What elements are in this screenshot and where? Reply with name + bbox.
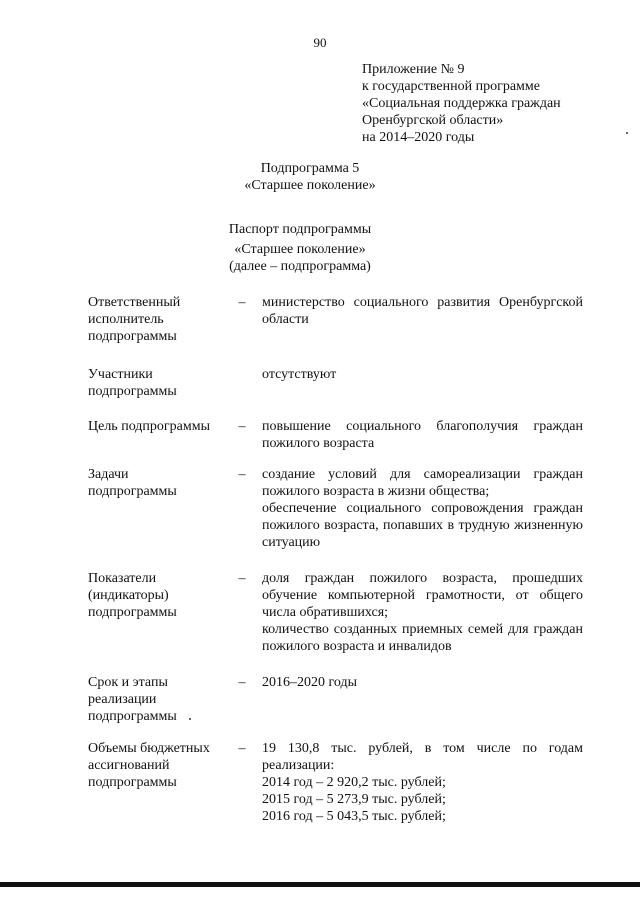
- passport-title: Паспорт подпрограммы: [228, 222, 372, 237]
- row-label-line: Ответственный: [88, 295, 181, 310]
- scan-speck: [626, 132, 628, 134]
- row-label-line: исполнитель: [88, 312, 164, 327]
- appendix-line: «Социальная поддержка граждан: [362, 96, 561, 111]
- appendix-line: Приложение № 9: [362, 62, 465, 77]
- row-dash: –: [238, 295, 246, 310]
- row-label-line: ассигнований: [88, 758, 170, 773]
- row-value: [262, 674, 583, 691]
- page-number: 90: [313, 35, 327, 50]
- row-value-text: количество созданных приемных семей для граждан пожилого возраста и инвалидов: [262, 622, 583, 654]
- row-label-line: реализации: [88, 692, 157, 707]
- row-label: [88, 366, 228, 400]
- row-value: [262, 570, 583, 655]
- row-label: [88, 740, 228, 791]
- row-dash: –: [238, 419, 246, 434]
- passport-note: (далее – подпрограмма): [229, 259, 371, 274]
- scan-speck: [189, 718, 191, 720]
- row-value-text: обеспечение социального сопровождения граждан пожилого возраста, попавших в трудную жизненную ситуацию: [262, 501, 583, 550]
- row-label-line: подпрограммы: [88, 384, 177, 399]
- row-label-line: подпрограммы: [88, 709, 177, 724]
- subprogram-heading: [0, 160, 640, 194]
- row-label-line: Цель подпрограммы: [88, 419, 210, 434]
- row-label-line: Участники: [88, 367, 153, 382]
- subprogram-name: «Старшее поколение»: [244, 178, 376, 193]
- row-label-line: подпрограммы: [88, 484, 177, 499]
- row-value: [262, 366, 583, 383]
- bottom-scan-border: [0, 882, 640, 887]
- row-value: [262, 740, 583, 825]
- row-value-text: министерство социального развития Оренбургской области: [262, 295, 583, 327]
- row-value: [262, 466, 583, 551]
- row-label-line: Показатели: [88, 571, 157, 586]
- row-label: [88, 570, 228, 621]
- row-label-line: подпрограммы: [88, 775, 177, 790]
- passport-name: «Старшее поколение»: [234, 242, 366, 257]
- row-label-line: подпрограммы: [88, 329, 177, 344]
- row-label-line: Задачи: [88, 467, 129, 482]
- row-value-text: доля граждан пожилого возраста, прошедших обучение компьютерной грамотности, от общего числа обратившихся;: [262, 571, 583, 620]
- row-dash: –: [238, 467, 246, 482]
- row-label-line: Объемы бюджетных: [88, 741, 210, 756]
- row-label: [88, 674, 228, 725]
- row-value: [262, 418, 583, 452]
- row-label: [88, 294, 228, 345]
- passport-heading: [0, 221, 640, 275]
- budget-year-line: 2016 год – 5 043,5 тыс. рублей;: [262, 809, 446, 824]
- row-value-text: создание условий для самореализации граждан пожилого возраста в жизни общества;: [262, 467, 583, 499]
- budget-year-line: 2015 год – 5 273,9 тыс. рублей;: [262, 792, 446, 807]
- subprogram-title: Подпрограмма 5: [260, 161, 360, 176]
- row-label-line: подпрограммы: [88, 605, 177, 620]
- row-label: [88, 466, 228, 500]
- appendix-header: [362, 61, 622, 146]
- row-dash: –: [238, 741, 246, 756]
- budget-year-line: 2014 год – 2 920,2 тыс. рублей;: [262, 775, 446, 790]
- row-value-text: отсутствуют: [262, 367, 337, 382]
- appendix-line: Оренбургской области»: [362, 113, 504, 128]
- row-label-line: (индикаторы): [88, 588, 169, 603]
- row-value: [262, 294, 583, 328]
- row-dash: –: [238, 675, 246, 690]
- row-label-line: Срок и этапы: [88, 675, 168, 690]
- row-value-text: 2016–2020 годы: [262, 675, 358, 690]
- row-dash: –: [238, 571, 246, 586]
- appendix-line: на 2014–2020 годы: [362, 130, 475, 145]
- row-label: [88, 418, 228, 435]
- row-value-text: повышение социального благополучия граждан пожилого возраста: [262, 419, 583, 451]
- appendix-line: к государственной программе: [362, 79, 540, 94]
- row-value-text: 19 130,8 тыс. рублей, в том числе по годам реализации:: [262, 741, 583, 773]
